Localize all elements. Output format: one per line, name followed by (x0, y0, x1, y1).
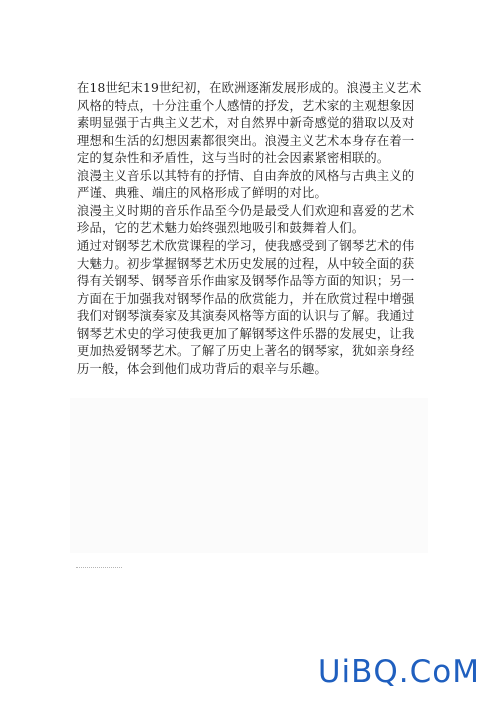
text-line: 浪漫主义时期的音乐作品至今仍是最受人们欢迎和喜爱的艺术 (77, 203, 415, 218)
text-line: 素明显强于古典主义艺术，对自然界中新奇感觉的猎取以及对 (77, 116, 415, 130)
text-line: 大魅力。初步掌握钢琴艺术历史发展的过程，从中较全面的获 (77, 256, 415, 271)
text-line: 定的复杂性和矛盾性，这与当时的社会因素紧密相联的。 (77, 151, 390, 165)
text-line: 风格的特点，十分注重个人感情的抒发，艺术家的主观想象因 (77, 98, 415, 113)
text-line: 钢琴艺术史的学习使我更加了解钢琴这件乐器的发展史，让我 (77, 326, 415, 341)
text-line: 珍品，它的艺术魅力始终强烈地吸引和鼓舞着人们。 (77, 221, 365, 235)
text-line: 我们对钢琴演奏家及其演奏风格等方面的认识与了解。我通过 (77, 309, 415, 323)
watermark-logo: UiBQ.CoM (317, 654, 480, 690)
paragraph-piano-study (77, 238, 427, 378)
text-line: 在18世纪末19世纪初，在欧洲逐渐发展形成的。浪漫主义艺术 (77, 81, 422, 95)
paragraph-romanticism (77, 80, 427, 238)
blank-area (70, 398, 428, 553)
text-line: 理想和生活的幻想因素都很突出。浪漫主义艺术本身存在着一 (77, 133, 415, 148)
text-line: 得有关钢琴、钢琴音乐作曲家及钢琴作品等方面的知识；另一 (77, 274, 415, 288)
text-line: 方面在于加强我对钢琴作品的欣赏能力，并在欣赏过程中增强 (77, 291, 415, 306)
text-line: 通过对钢琴艺术欣赏课程的学习，使我感受到了钢琴艺术的伟 (77, 239, 415, 253)
dotted-divider (76, 567, 122, 568)
text-line: 严谨、典雅、端庄的风格形成了鲜明的对比。 (77, 186, 327, 200)
text-line: 更加热爱钢琴艺术。了解了历史上著名的钢琴家，犹如亲身经 (77, 344, 415, 358)
text-line: 浪漫主义音乐以其特有的抒情、自由奔放的风格与古典主义的 (77, 168, 415, 183)
text-line: 历一般，体会到他们成功背后的艰辛与乐趣。 (77, 361, 327, 376)
